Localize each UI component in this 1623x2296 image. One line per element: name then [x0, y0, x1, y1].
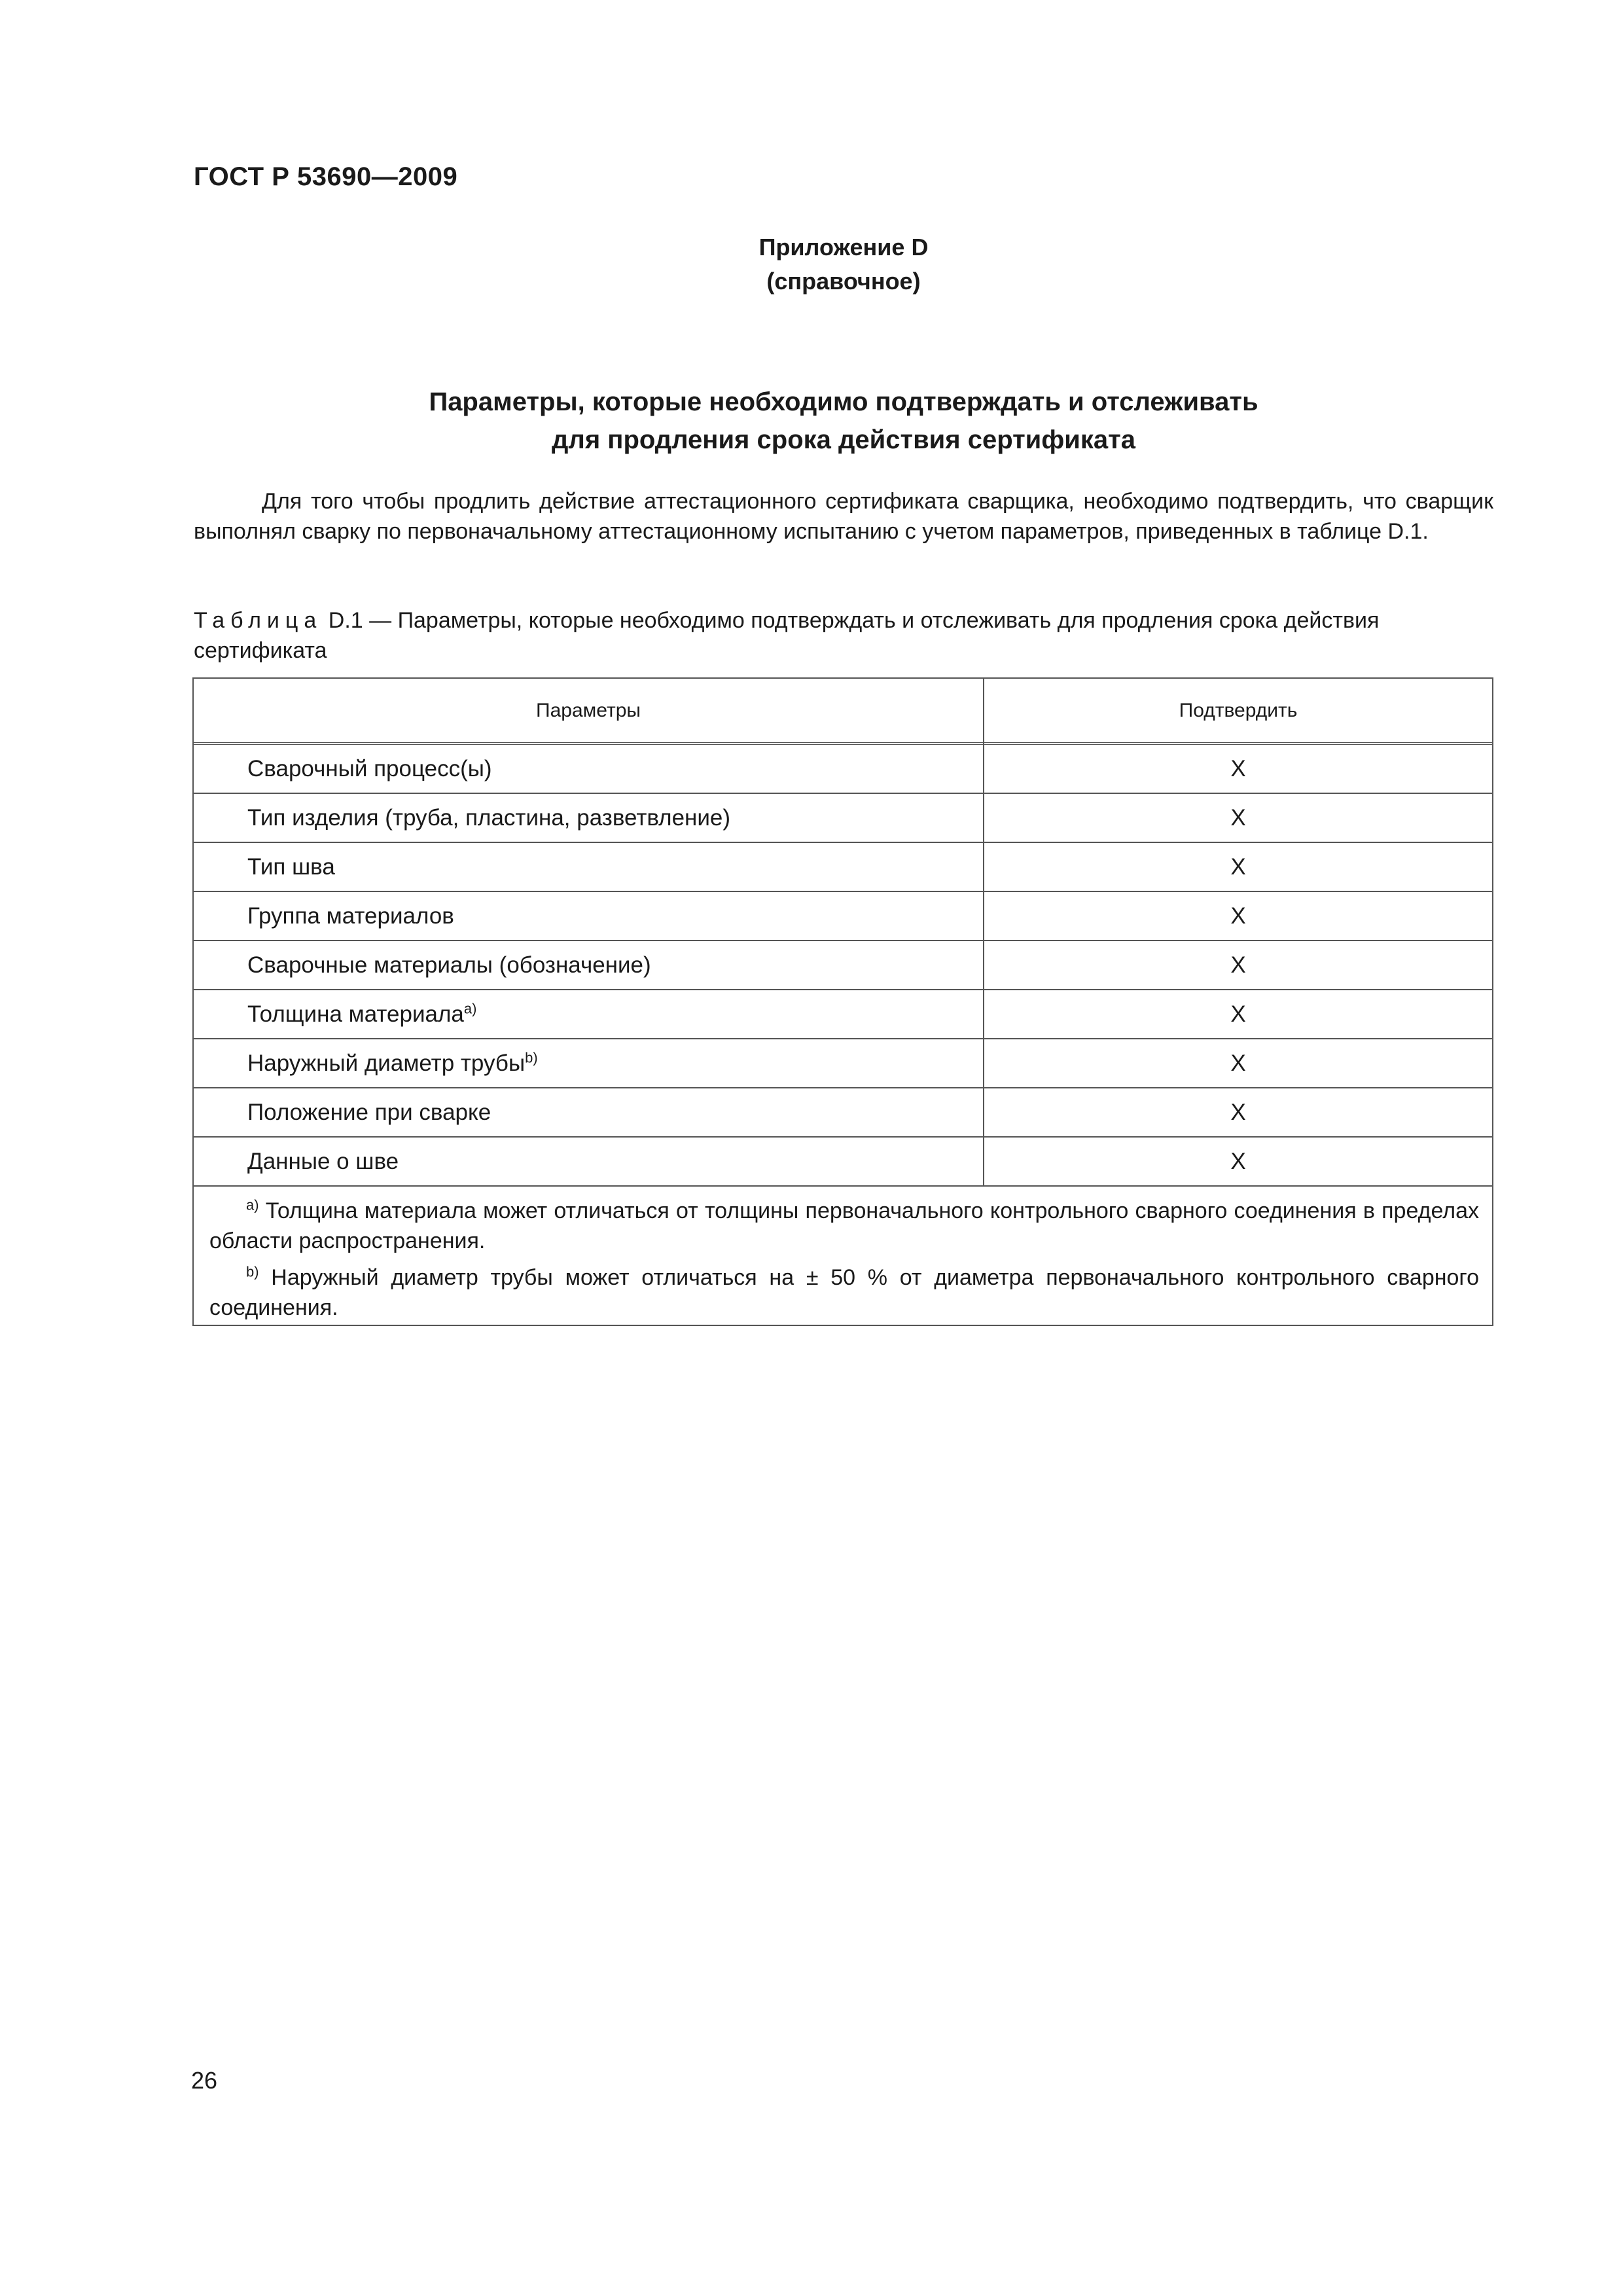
confirm-mark: X	[1230, 952, 1246, 978]
table-row	[194, 745, 1492, 794]
table-row	[194, 1088, 1492, 1138]
table-row	[194, 843, 1492, 892]
footnote-ref-a: a)	[463, 1000, 477, 1017]
confirm-mark: X	[1230, 1050, 1246, 1076]
param-cell: Группа материалов	[247, 903, 454, 929]
param-cell: Тип шва	[247, 854, 335, 880]
title-line-1: Параметры, которые необходимо подтверждать и отслеживать	[429, 387, 1258, 416]
confirm-mark: X	[1230, 1149, 1246, 1174]
footnote-a: $^{a)}$ Толщина материала может отличаться от толщины первоначального контрольного сварного соединения в пределах области распространения.	[209, 1196, 1479, 1253]
intro-paragraph: Для того чтобы продлить действие аттестационного сертификата сварщика, необходимо подтвердить, что сварщик выполнял сварку по первоначальному аттестационному испытанию с учетом параметров, приведенных в таблице D.1.	[194, 489, 1493, 544]
confirm-mark: X	[1230, 756, 1246, 781]
footnote-b: $^{b)}$ Наружный диаметр трубы может отличаться на ± 50 % от диаметра первоначального контрольного сварного соединения.	[209, 1263, 1479, 1320]
table-row	[194, 1039, 1492, 1088]
table-row	[194, 794, 1492, 843]
table-row	[194, 1138, 1492, 1187]
title-line-2: для продления срока действия сертификата	[552, 425, 1135, 454]
footnote-ref-b: b)	[525, 1049, 538, 1066]
table-caption-text: D.1 — Параметры, которые необходимо подтверждать и отслеживать для продления срока действия сертификата	[194, 608, 1380, 663]
appendix-heading	[194, 230, 1493, 298]
param-cell: Сварочный процесс(ы)	[247, 756, 492, 781]
confirm-mark: X	[1230, 854, 1246, 880]
table-caption-label: Таблица	[194, 608, 323, 633]
document-id-header: ГОСТ Р 53690—2009	[194, 162, 458, 191]
table-row	[194, 941, 1492, 990]
param-cell: Тип изделия (труба, пластина, разветвление)	[247, 805, 731, 831]
header-params: Параметры	[536, 700, 641, 721]
table-row	[194, 892, 1492, 941]
page-number: 26	[191, 2067, 218, 2094]
appendix-title	[194, 383, 1493, 459]
table-header-row	[194, 679, 1492, 745]
appendix-label: Приложение D	[758, 234, 929, 260]
confirm-mark: X	[1230, 903, 1246, 929]
param-cell: Положение при сварке	[247, 1100, 491, 1125]
header-confirm: Подтвердить	[1179, 700, 1298, 721]
appendix-type: (справочное)	[766, 268, 921, 295]
confirm-mark: X	[1230, 1100, 1246, 1125]
param-cell: Наружный диаметр трубы$^{b)}$	[247, 1049, 538, 1076]
table-footnotes	[209, 1196, 1479, 1329]
confirm-mark: X	[1230, 1001, 1246, 1027]
confirm-mark: X	[1230, 805, 1246, 831]
param-cell: Сварочные материалы (обозначение)	[247, 952, 651, 978]
table-caption	[194, 605, 1493, 666]
parameters-table	[192, 677, 1493, 1326]
table-row	[194, 990, 1492, 1039]
param-cell: Толщина материала$^{a)}$	[247, 1000, 477, 1027]
param-cell: Данные о шве	[247, 1149, 399, 1174]
